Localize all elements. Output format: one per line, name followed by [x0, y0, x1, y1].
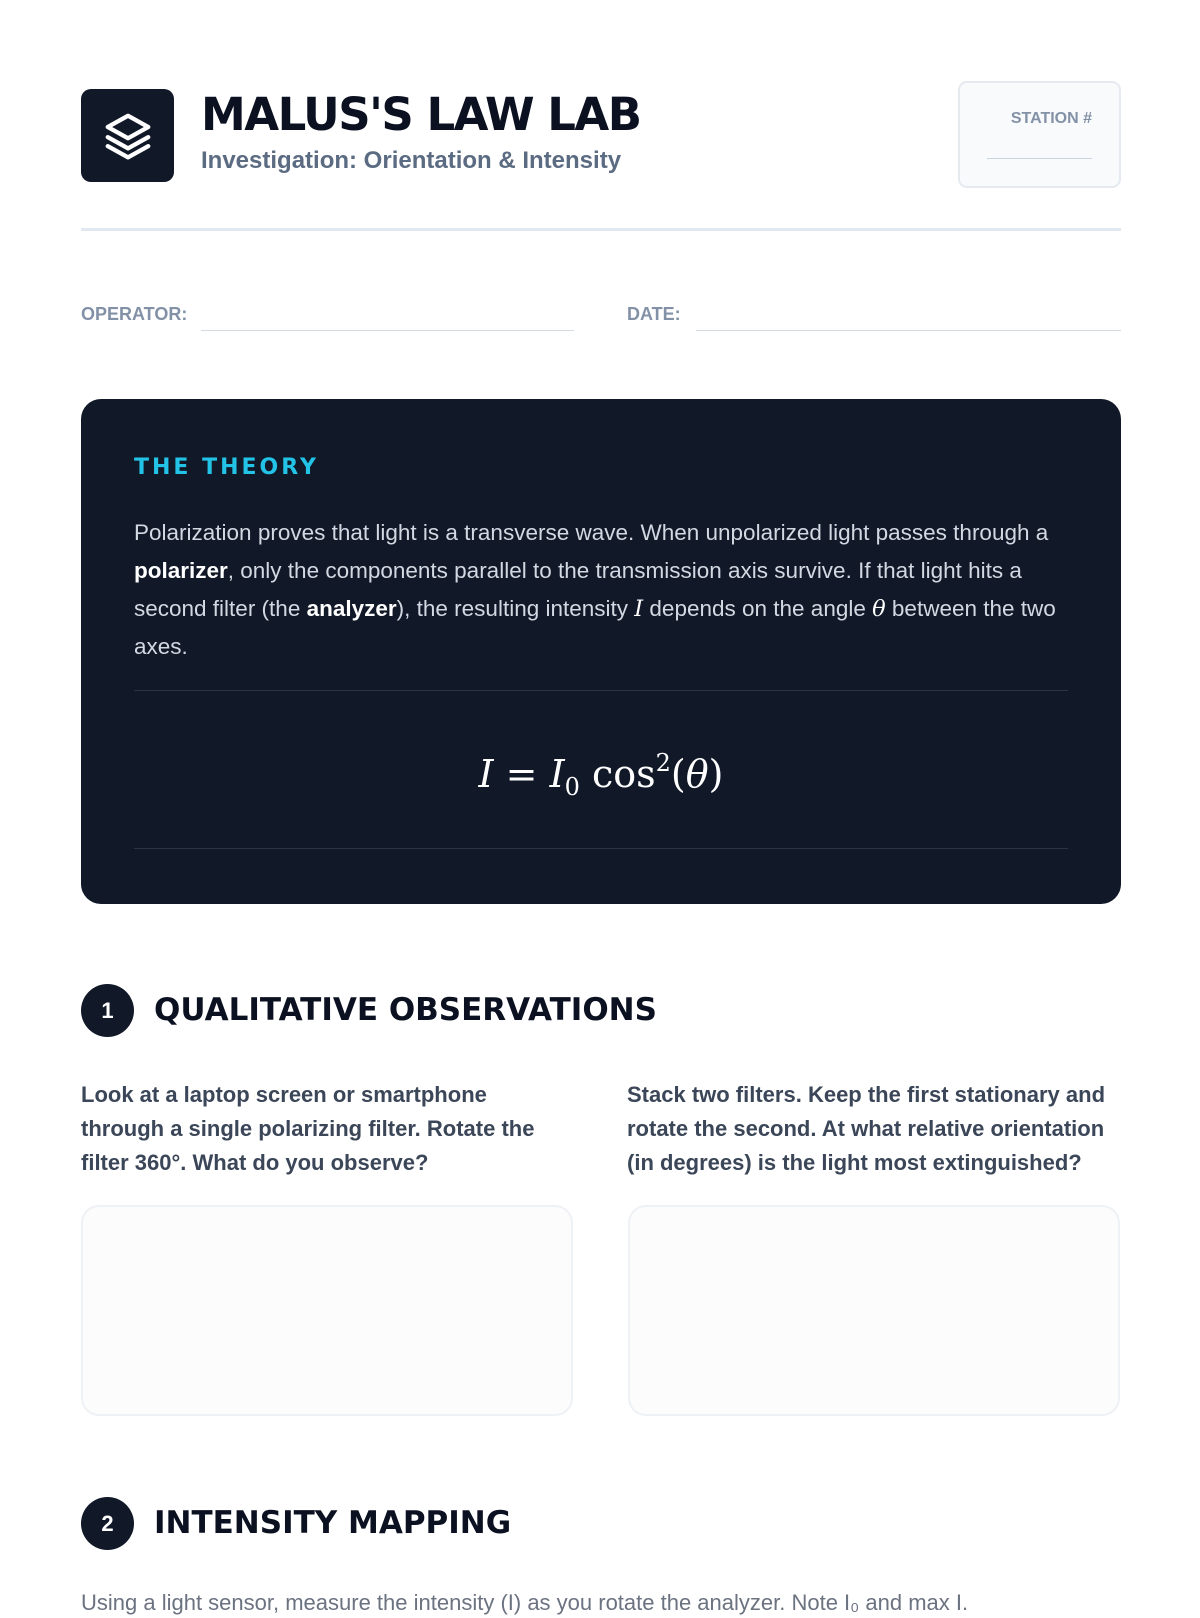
theory-heading: THE THEORY [134, 455, 319, 480]
date-label: DATE: [627, 304, 681, 324]
theory-text: Polarization proves that light is a transverse wave. When unpolarized light passes through a polarizer, only the components parallel to the transmission axis survive. If that light hits a second filter (the analyzer), the resulting intensity I depends on the angle θ between the two axes. [134, 520, 1056, 659]
equation-rule-bottom [134, 848, 1068, 849]
header-divider [81, 228, 1121, 231]
malus-equation: $I = I_0$ $\cos^2(\theta)$ [478, 749, 724, 801]
term-polarizer: polarizer [134, 558, 228, 583]
station-label: STATION # [1010, 110, 1092, 127]
question-left: Look at a laptop screen or smartphone through a single polarizing filter. Rotate the filter 360°. What do you observe? [81, 1082, 535, 1175]
worksheet-page [81, 0, 1121, 1615]
logo [81, 89, 174, 182]
operator-field[interactable] [201, 330, 574, 331]
answer-box-left[interactable] [81, 1205, 573, 1416]
page-title: MALUS'S LAW LAB [201, 88, 641, 141]
question-right: Stack two filters. Keep the first stationary and rotate the second. At what relative orientation (in degrees) is the light most extinguished? [627, 1082, 1106, 1175]
layers-icon [101, 109, 155, 163]
section-2-intro: Using a light sensor, measure the intensity (I) as you rotate the analyzer. Note I₀ and max I. [81, 1590, 969, 1615]
section-2-badge: 2 [81, 1497, 134, 1550]
operator-label: OPERATOR: [81, 304, 188, 324]
page-subtitle: Investigation: Orientation & Intensity [201, 147, 622, 174]
station-box[interactable] [958, 81, 1121, 188]
station-input-line[interactable] [987, 158, 1092, 159]
section-2-title: INTENSITY MAPPING [154, 1505, 512, 1541]
date-field[interactable] [696, 330, 1121, 331]
term-analyzer: analyzer [306, 596, 397, 621]
section-1-title: QUALITATIVE OBSERVATIONS [154, 992, 657, 1028]
var-theta: θ [872, 596, 886, 622]
answer-box-right[interactable] [628, 1205, 1120, 1416]
header [81, 88, 1121, 188]
section-1-badge: 1 [81, 984, 134, 1037]
equation-rule-top [134, 690, 1068, 691]
theory-panel [81, 399, 1121, 904]
var-intensity: I [634, 596, 644, 622]
